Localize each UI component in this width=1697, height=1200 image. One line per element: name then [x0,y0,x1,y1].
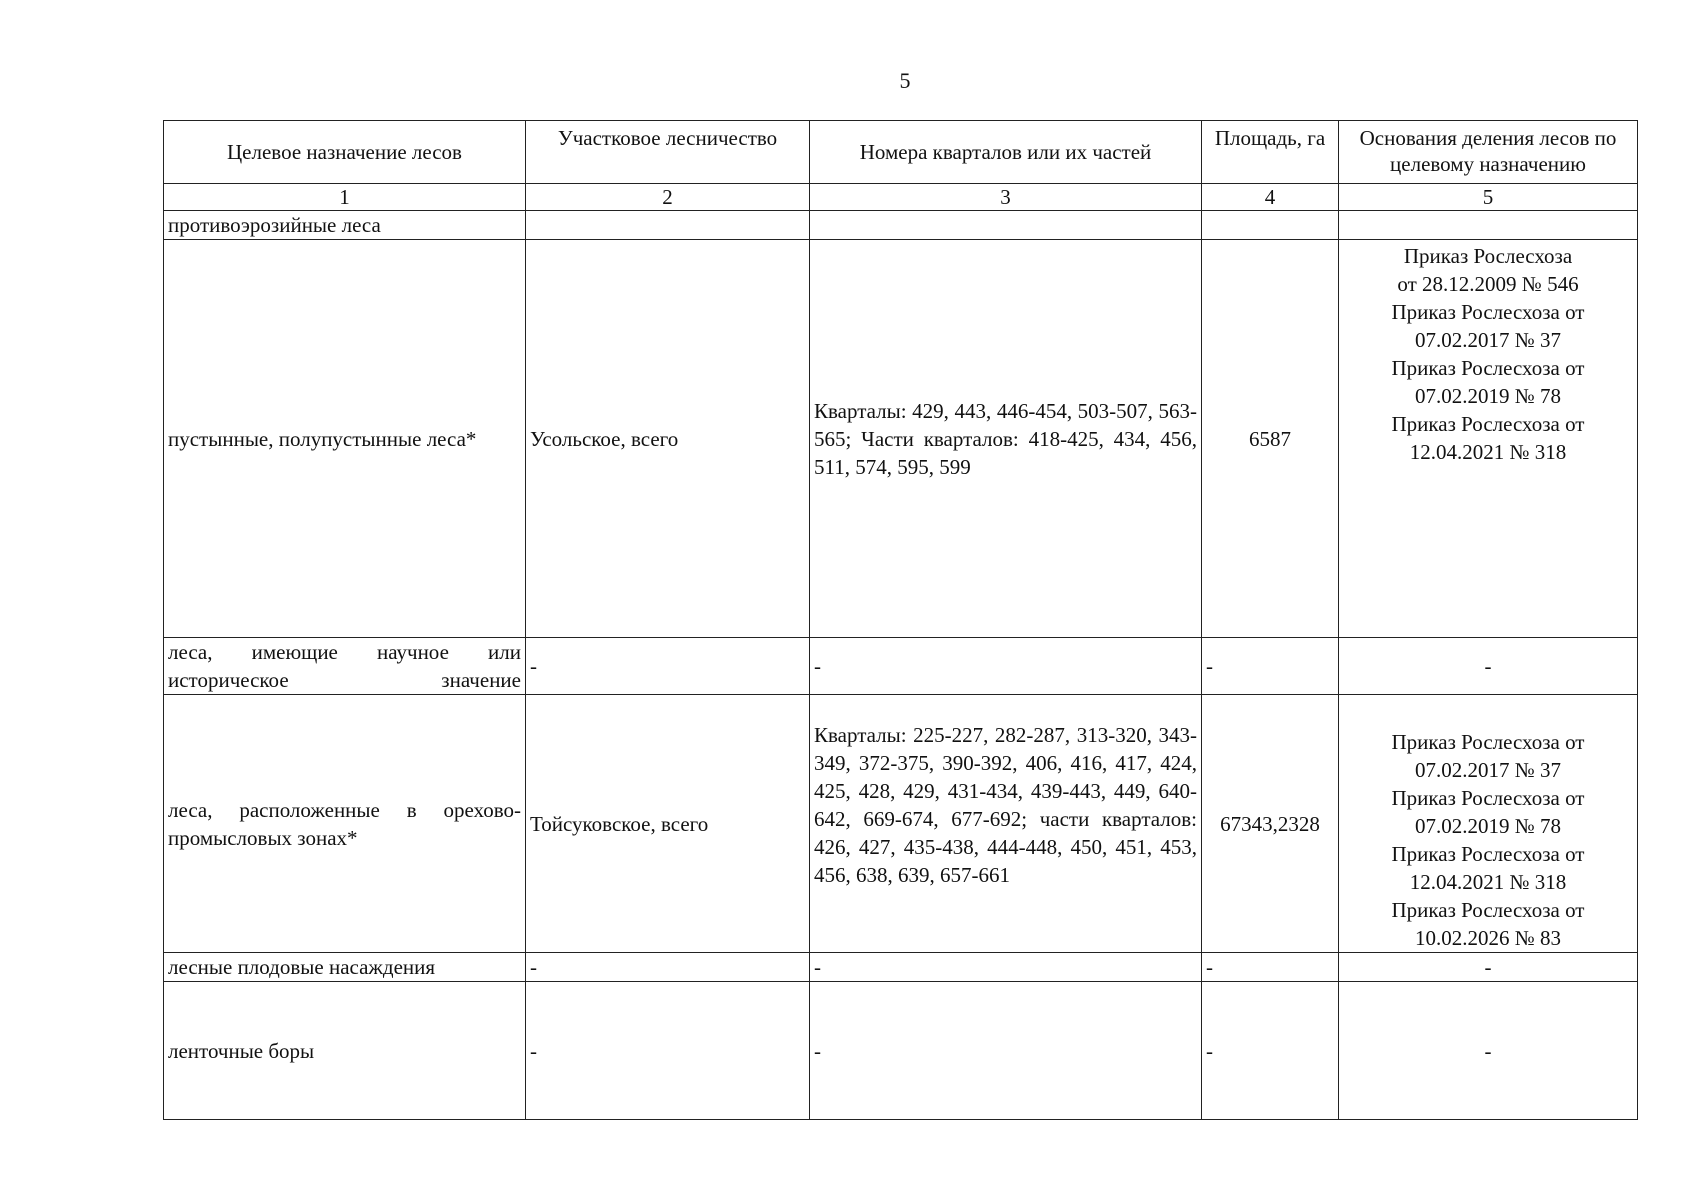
header-purpose: Целевое назначение лесов [164,121,526,184]
forestry-cell: - [526,982,810,1120]
table-row [164,638,1638,695]
basis-line: 12.04.2021 № 318 [1409,440,1567,464]
area-cell [1202,211,1339,240]
basis-line: 12.04.2021 № 318 [1409,870,1567,894]
header-basis: Основания деления лесов по целевому назначению [1339,121,1638,184]
basis-line: Приказ Рослесхоза от [1391,786,1585,810]
quarters-cell: - [810,953,1202,982]
area-cell: 67343,2328 [1202,695,1339,953]
basis-line: Приказ Рослесхоза от [1391,730,1585,754]
basis-line: 07.02.2017 № 37 [1414,758,1562,782]
basis-line: Приказ Рослесхоза от [1391,842,1585,866]
quarters-cell: - [810,638,1202,695]
header-forestry: Участковое лесничество [526,121,810,184]
quarters-cell: Кварталы: 225-227, 282-287, 313-320, 343-349, 372-375, 390-392, 406, 416, 417, 424, 425, 428, 429, 431-434, 439-443, 449, 640-642, 669-674, 677-692; части кварталов: 426, 427, 435-438, 444-448, 450, 451, 453, 456, 638, 639, 657-661 [810,695,1202,953]
table-row [164,982,1638,1120]
header-area: Площадь, га [1202,121,1339,184]
purpose-cell: противоэрозийные леса [164,211,526,240]
table-row [164,953,1638,982]
purpose-cell: лесные плодовые насаждения [164,953,526,982]
basis-line: Приказ Рослесхоза от [1391,412,1585,436]
basis-cell [1339,211,1638,240]
table-row [164,211,1638,240]
purpose-cell: леса, расположенные в орехово-промысловых зонах* [164,695,526,953]
basis-cell: - [1339,982,1638,1120]
quarters-cell: - [810,982,1202,1120]
forestry-cell: - [526,638,810,695]
forestry-cell: - [526,953,810,982]
column-number: 4 [1202,184,1339,211]
forest-purpose-table [163,120,1638,1120]
basis-line: Приказ Рослесхоза от [1391,356,1585,380]
forestry-cell: Тойсуковское, всего [526,695,810,953]
header-quarters: Номера кварталов или их частей [810,121,1202,184]
basis-cell: - [1339,638,1638,695]
column-number: 2 [526,184,810,211]
forestry-cell: Усольское, всего [526,240,810,638]
basis-line: 07.02.2017 № 37 [1414,328,1562,352]
basis-cell: - [1339,953,1638,982]
basis-cell [1339,240,1638,638]
column-number-row [164,184,1638,211]
page-number: 5 [899,68,911,93]
basis-line: 07.02.2019 № 78 [1414,384,1562,408]
purpose-cell: ленточные боры [164,982,526,1120]
basis-line: 07.02.2019 № 78 [1414,814,1562,838]
purpose-cell: пустынные, полупустынные леса* [164,240,526,638]
basis-cell [1339,695,1638,953]
table-header-row [164,121,1638,184]
area-cell: - [1202,953,1339,982]
basis-line: Приказ Рослесхоза от [1391,898,1585,922]
column-number: 5 [1339,184,1638,211]
basis-line: 10.02.2026 № 83 [1414,926,1562,950]
forestry-cell [526,211,810,240]
column-number: 3 [810,184,1202,211]
area-cell: 6587 [1202,240,1339,638]
quarters-cell [810,211,1202,240]
basis-line: Приказ Рослесхоза [1403,244,1573,268]
area-cell: - [1202,638,1339,695]
table-row [164,695,1638,953]
quarters-cell: Кварталы: 429, 443, 446-454, 503-507, 563-565; Части кварталов: 418-425, 434, 456, 511, 574, 595, 599 [810,240,1202,638]
column-number: 1 [164,184,526,211]
area-cell: - [1202,982,1339,1120]
table-row [164,240,1638,638]
basis-line: Приказ Рослесхоза от [1391,300,1585,324]
purpose-cell: леса, имеющие научное или историческое значение [164,638,526,695]
basis-line: от 28.12.2009 № 546 [1397,272,1579,296]
